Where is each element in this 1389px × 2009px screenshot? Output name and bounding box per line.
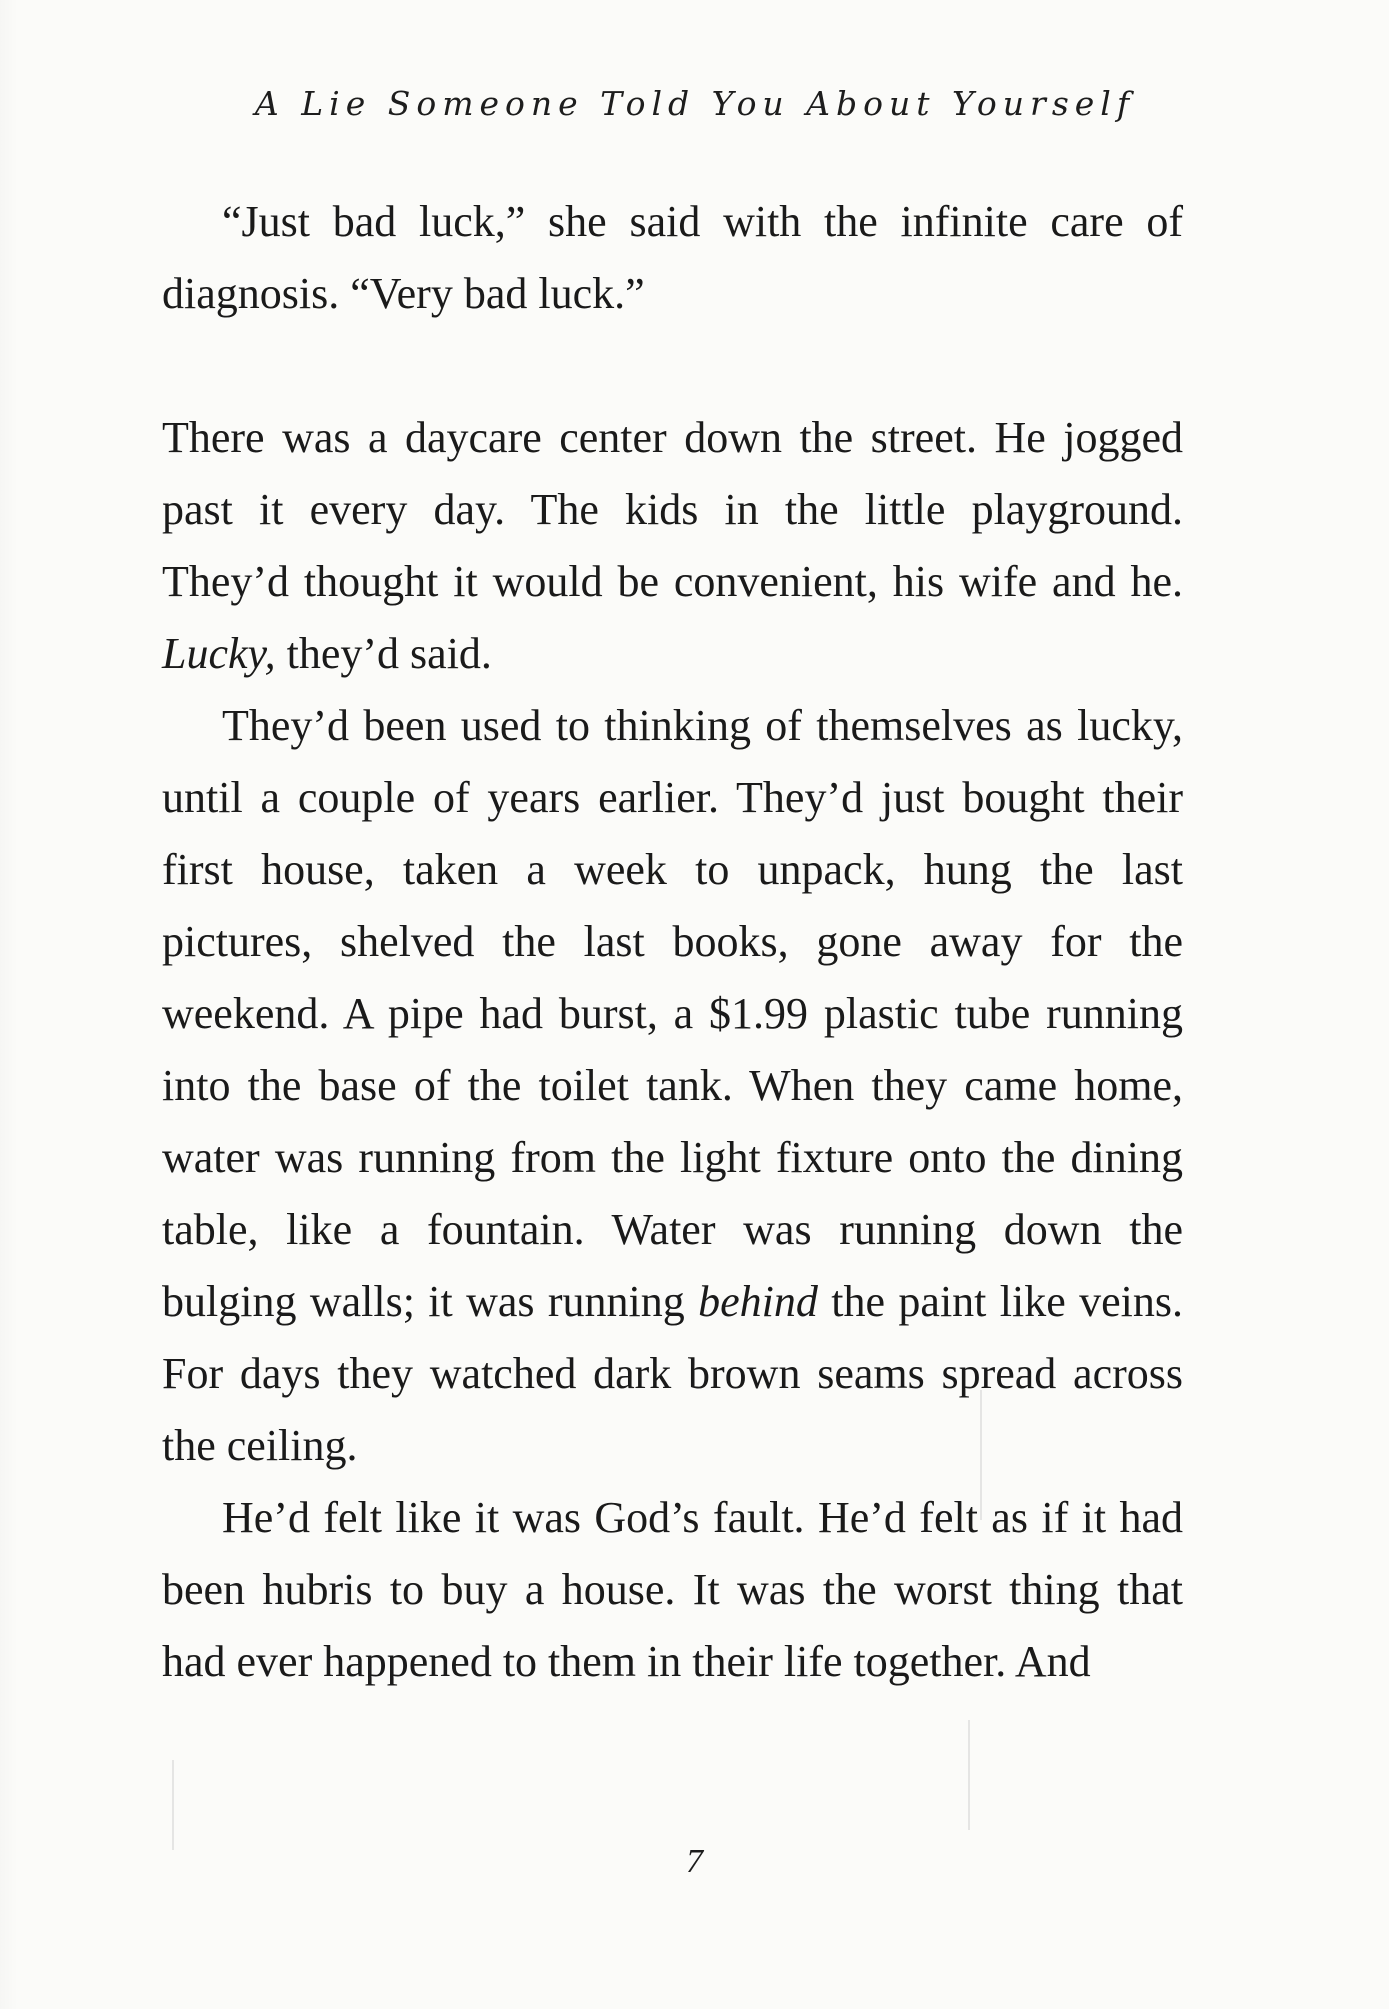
paragraph-dialogue: “Just bad luck,” she said with the infinite care of diagnosis. “Very bad luck.”: [162, 197, 1183, 318]
running-head: A Lie Someone Told You About Yourself: [254, 84, 1136, 123]
body-text: [162, 186, 1183, 1698]
page-number: 7: [686, 1843, 703, 1880]
scan-artifact-line: [172, 1760, 174, 1850]
paragraph-house-trailing-text: the paint like veins. For days they watched dark brown seams spread across the ceiling.: [162, 1277, 1183, 1470]
paragraph-daycare: [162, 402, 1183, 690]
scan-artifact-line: [968, 1720, 970, 1830]
lucky-italic: Lucky,: [162, 629, 276, 678]
paragraph-daycare-text: There was a daycare center down the street. He jogged past it every day. The kids in the little playground. They’d thought it would be convenient, his wife and he.: [162, 413, 1183, 606]
paragraph-house-text: They’d been used to thinking of themselves as lucky, until a couple of years earlier. They’d just bought their first house, taken a week to unpack, hung the last pictures, shelved the last books, gone away for the weekend. A pipe had burst, a $1.99 plastic tube running into the base of the toilet tank. When they came home, water was running from the light fixture onto the dining table, like a fountain. Water was running down the bulging walls; it was running: [162, 701, 1183, 1326]
behind-italic: behind: [698, 1277, 818, 1326]
lucky-trailing-text: they’d said.: [275, 629, 492, 678]
paragraph-house: [162, 690, 1183, 1482]
paragraph-gods-fault: He’d felt like it was God’s fault. He’d felt as if it had been hubris to buy a house. It was the worst thing that had ever happened to them in their life together. And: [162, 1493, 1183, 1686]
scan-artifact-line: [980, 1390, 982, 1520]
